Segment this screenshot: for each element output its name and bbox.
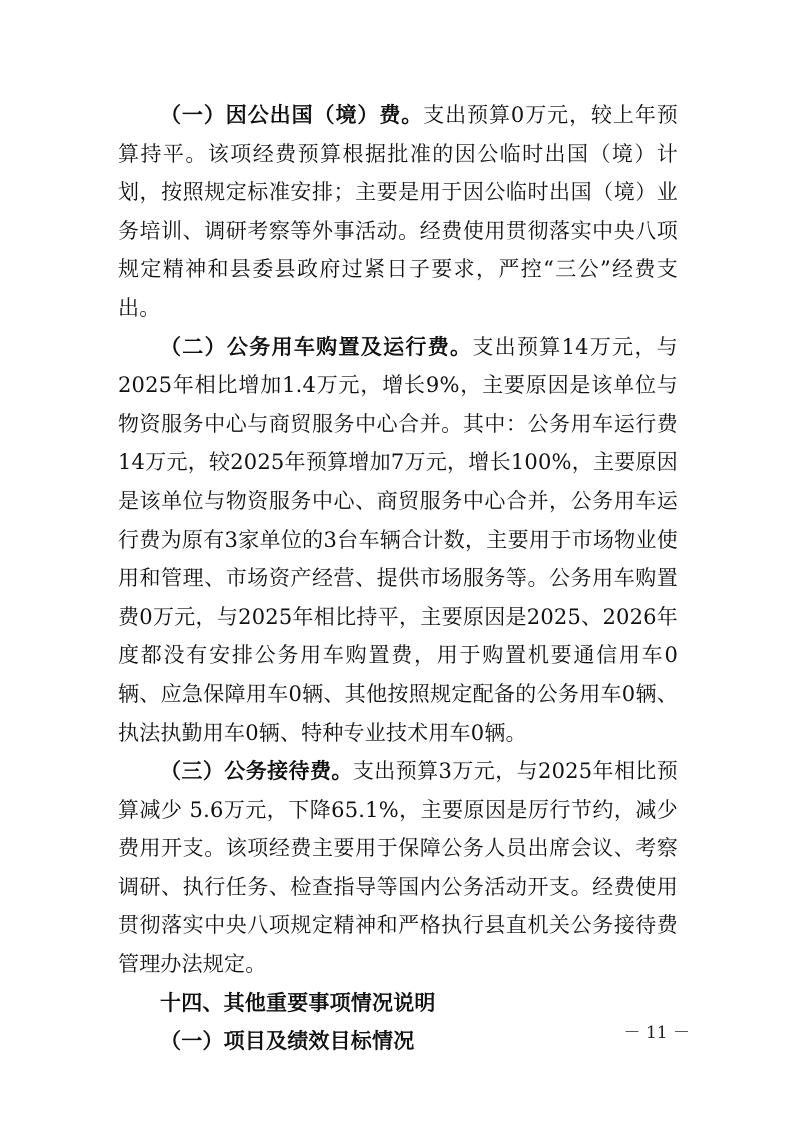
paragraph-overseas-expense (118, 96, 678, 328)
paragraph-body: 支出预算3万元，与2025年相比预算减少 5.6万元，下降65.1%，主要原因是厉行节约，减少费用开支。该项经费主要用于保障公务人员出席会议、考察调研、执行任务、检查指导等国内公务活动开支。经费使用贯彻落实中央八项规定精神和严格执行县直机关公务接待费管理办法规定。 (118, 759, 678, 977)
paragraph-vehicle-expense (118, 328, 678, 753)
subsection-heading: （一）项目及绩效目标情况 (160, 1029, 415, 1054)
paragraph-body: 支出预算14万元，与2025年相比增加1.4万元，增长9%，主要原因是该单位与物资服务中心与商贸服务中心合并。其中：公务用车运行费14万元，较2025年预算增加7万元，增长100%，主要原因是该单位与物资服务中心、商贸服务中心合并，公务用车运行费为原有3家单位的3台车辆合计数，主要用于市场物业使用和管理、市场资产经营、提供市场服务等。公务用车购置费0万元，与2025年相比持平，主要原因是2025、2026年度都没有安排公务用车购置费，用于购置机要通信用车0辆、应急保障用车0辆、其他按照规定配备的公务用车0辆、执法执勤用车0辆、特种专业技术用车0辆。 (118, 334, 678, 745)
paragraph-body: 支出预算0万元，较上年预算持平。该项经费预算根据批准的因公临时出国（境）计划，按照规定标准安排；主要是用于因公临时出国（境）业务培训、调研考察等外事活动。经费使用贯彻落实中央八项规定精神和县委县政府过紧日子要求，严控“三公”经费支出。 (118, 103, 678, 320)
page-number: － 11 － (623, 1023, 690, 1043)
section-heading: 十四、其他重要事项情况说明 (160, 990, 436, 1015)
paragraph-heading: （三）公务接待费。 (160, 759, 353, 784)
document-body (118, 96, 678, 1061)
paragraph-heading: （二）公务用车购置及运行费。 (160, 334, 473, 359)
paragraph-heading: （一）因公出国（境）费。 (160, 103, 424, 127)
paragraph-reception-expense (118, 752, 678, 984)
